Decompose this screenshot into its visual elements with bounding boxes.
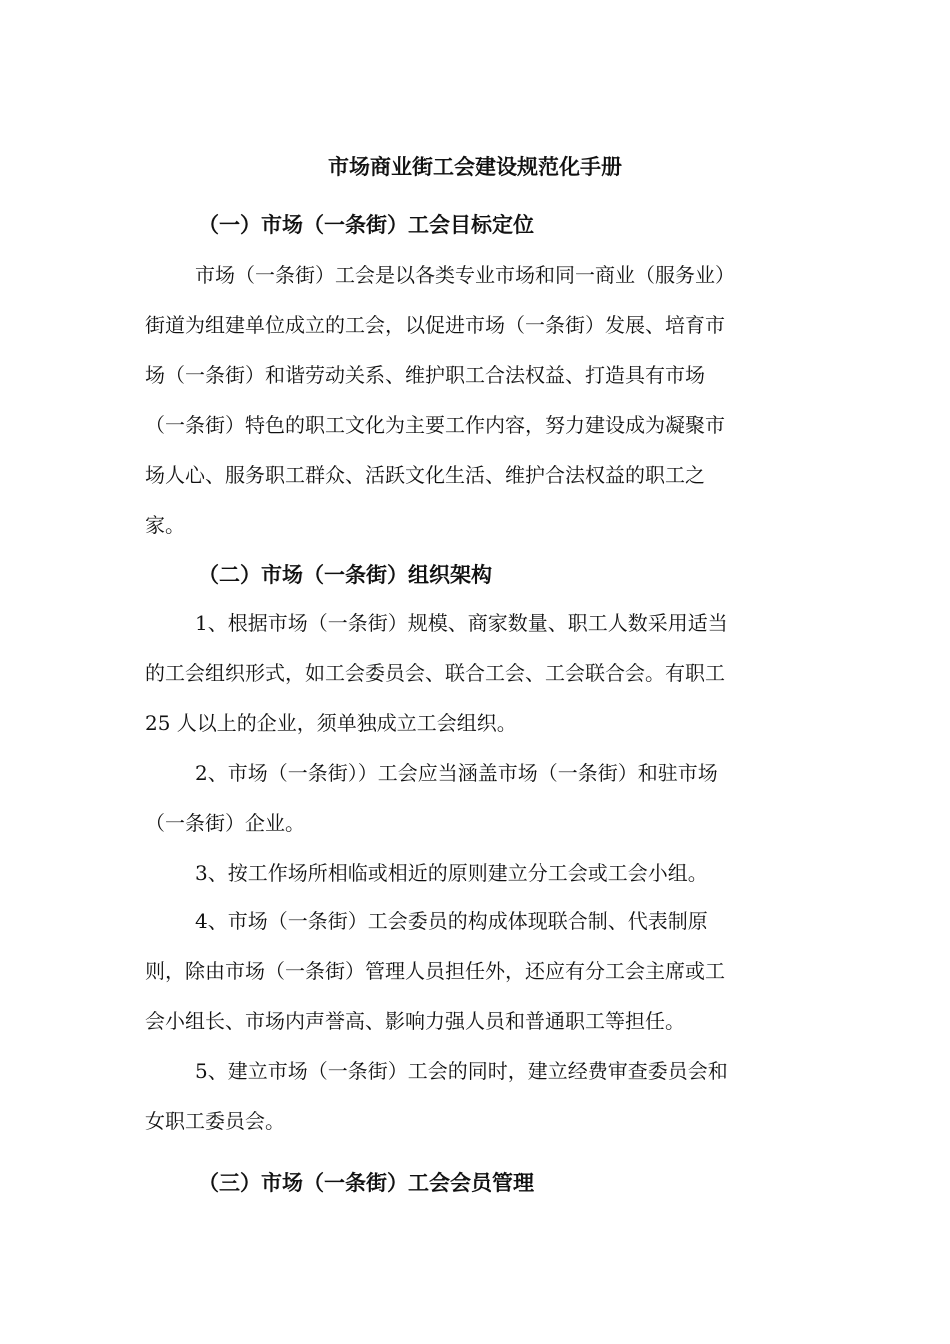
document-title: 市场商业街工会建设规范化手册: [328, 154, 622, 179]
section-heading-2: （二）市场（一条街）组织架构: [198, 562, 492, 587]
paragraph-line: 25 人以上的企业，须单独成立工会组织。: [145, 711, 517, 735]
paragraph-line: 会小组长、市场内声誉高、影响力强人员和普通职工等担任。: [145, 1009, 685, 1033]
paragraph-line: 的工会组织形式，如工会委员会、联合工会、工会联合会。有职工: [145, 661, 725, 685]
paragraph-line: 街道为组建单位成立的工会，以促进市场（一条街）发展、培育市: [145, 313, 725, 337]
paragraph-line: 家。: [145, 513, 185, 537]
paragraph-line: 5、建立市场（一条街）工会的同时，建立经费审查委员会和: [195, 1059, 728, 1083]
paragraph-line: （一条街）企业。: [145, 811, 305, 835]
section-heading-3: （三）市场（一条街）工会会员管理: [198, 1170, 534, 1195]
paragraph-line: 2、市场（一条街））工会应当涵盖市场（一条街）和驻市场: [195, 761, 718, 785]
paragraph-line: 1、根据市场（一条街）规模、商家数量、职工人数采用适当: [195, 611, 728, 635]
paragraph-line: （一条街）特色的职工文化为主要工作内容，努力建设成为凝聚市: [145, 413, 725, 437]
paragraph-line: 则，除由市场（一条街）管理人员担任外，还应有分工会主席或工: [145, 959, 725, 983]
paragraph-line: 场人心、服务职工群众、活跃文化生活、维护合法权益的职工之: [145, 463, 705, 487]
paragraph-line: 4、市场（一条街）工会委员的构成体现联合制、代表制原: [195, 909, 708, 933]
paragraph-line: 场（一条街）和谐劳动关系、维护职工合法权益、打造具有市场: [145, 363, 705, 387]
paragraph-line: 市场（一条街）工会是以各类专业市场和同一商业（服务业）: [195, 263, 735, 287]
paragraph-line: 女职工委员会。: [145, 1109, 285, 1133]
paragraph-line: 3、按工作场所相临或相近的原则建立分工会或工会小组。: [195, 861, 708, 885]
section-heading-1: （一）市场（一条街）工会目标定位: [198, 212, 534, 237]
